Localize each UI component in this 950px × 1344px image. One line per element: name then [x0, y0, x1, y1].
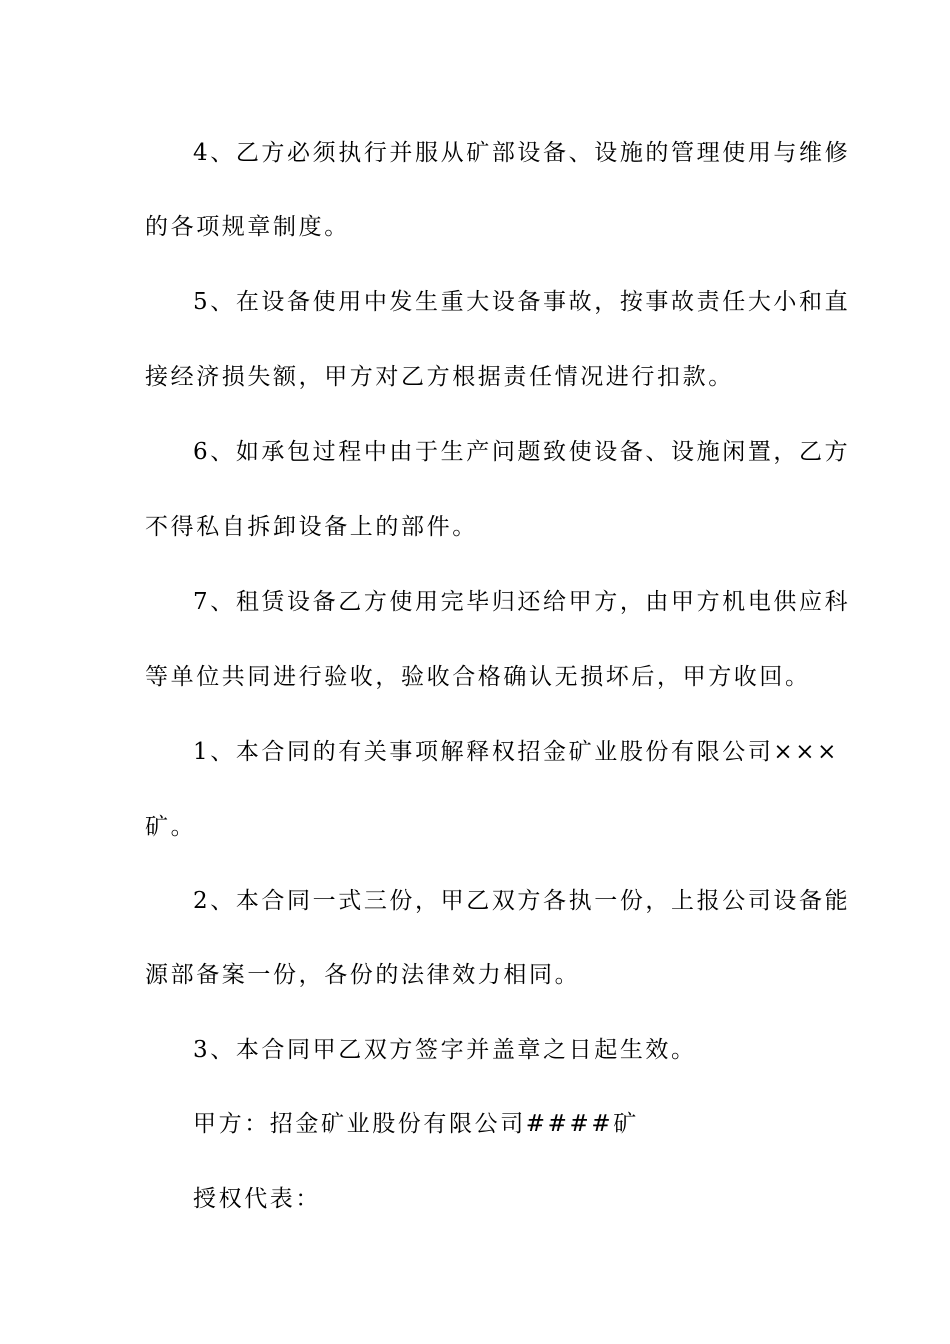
general-clause-2-line-2: 源部备案一份，各份的法律效力相同。 [145, 962, 581, 988]
general-clause-3-line-1: 3、本合同甲乙双方签字并盖章之日起生效。 [193, 1037, 697, 1063]
party-a-signature: 甲方：招金矿业股份有限公司####矿 [193, 1111, 639, 1137]
clause-5-line-2: 接经济损失额，甲方对乙方根据责任情况进行扣款。 [145, 364, 734, 390]
general-clause-1-line-1: 1、本合同的有关事项解释权招金矿业股份有限公司××× [193, 739, 840, 765]
clause-4-line-2: 的各项规章制度。 [145, 214, 350, 240]
general-clause-2-line-1: 2、本合同一式三份，甲乙双方各执一份，上报公司设备能 [193, 888, 851, 914]
clause-4-line-1: 4、乙方必须执行并服从矿部设备、设施的管理使用与维修 [193, 140, 851, 166]
clause-7-line-2: 等单位共同进行验收，验收合格确认无损坏后，甲方收回。 [145, 664, 811, 690]
authorized-representative: 授权代表： [193, 1186, 321, 1212]
general-clause-1-line-2: 矿。 [145, 814, 197, 840]
clause-7-line-1: 7、租赁设备乙方使用完毕归还给甲方，由甲方机电供应科 [193, 589, 851, 615]
clause-6-line-1: 6、如承包过程中由于生产问题致使设备、设施闲置，乙方 [193, 439, 851, 465]
clause-6-line-2: 不得私自拆卸设备上的部件。 [145, 514, 478, 540]
clause-5-line-1: 5、在设备使用中发生重大设备事故，按事故责任大小和直 [193, 289, 851, 315]
